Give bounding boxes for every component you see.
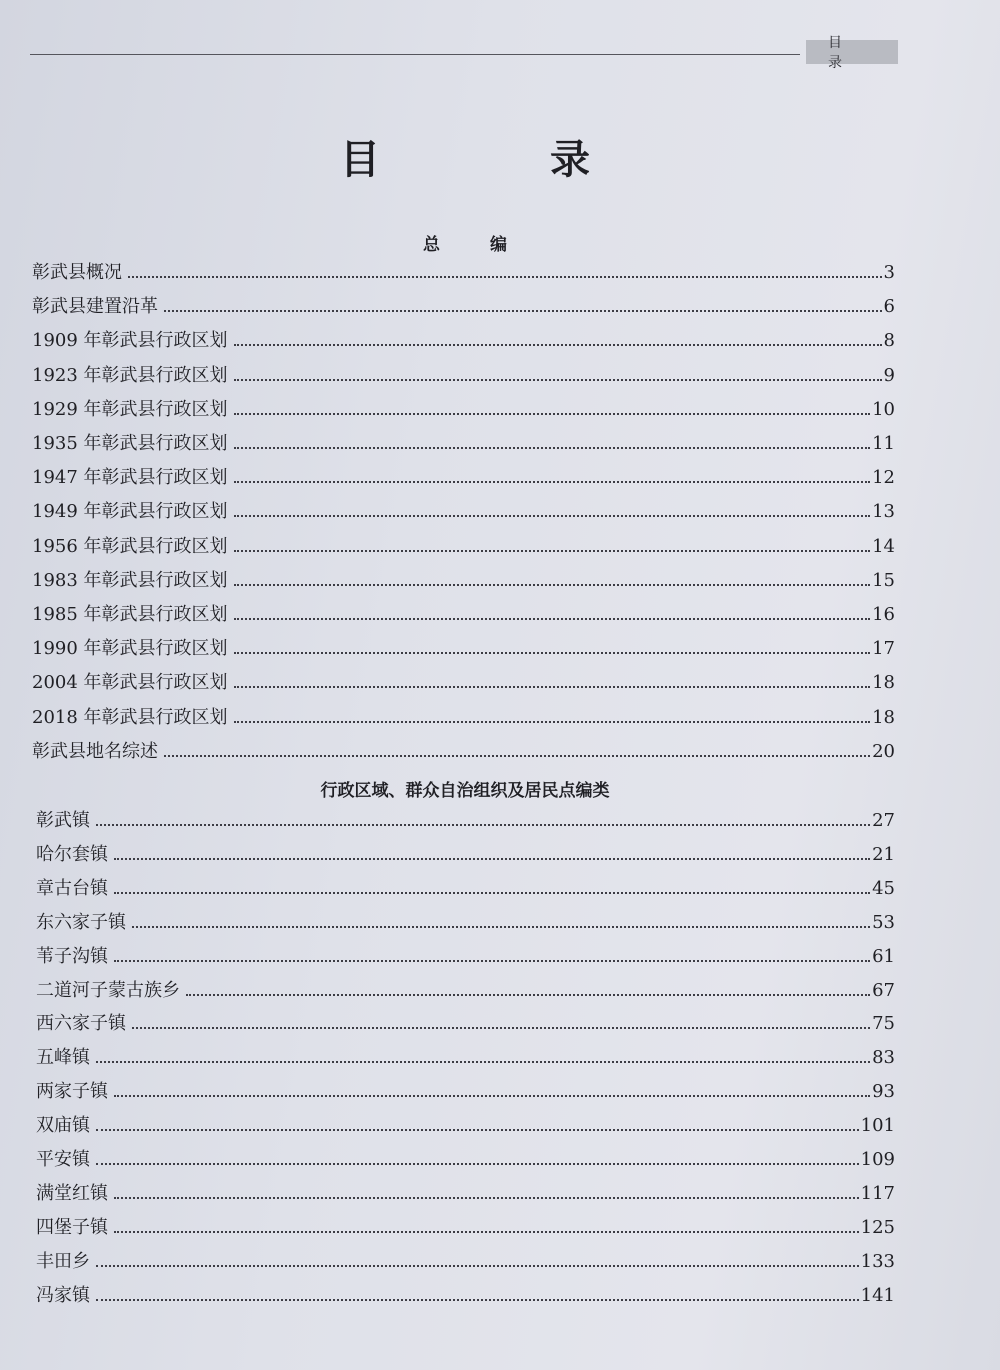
toc-entry-label: 二道河子蒙古族乡 [36, 979, 180, 1001]
toc-leader-dots [164, 310, 882, 312]
toc-entry [32, 363, 895, 389]
toc-leader-dots [234, 721, 871, 723]
toc-entry [36, 944, 895, 970]
toc-leader-dots [114, 1095, 870, 1097]
toc-leader-dots [234, 447, 871, 449]
toc-entry-page-number: 13 [872, 501, 895, 523]
toc-entry [36, 978, 895, 1004]
toc-entry-label: 1985 年彰武县行政区划 [32, 604, 228, 625]
toc-entry-label: 四堡子镇 [36, 1216, 108, 1238]
toc-entry [36, 1011, 895, 1037]
toc-entry-page-number: 27 [872, 810, 895, 831]
toc-entry-page-number: 133 [860, 1250, 895, 1272]
toc-entry-page-number: 12 [872, 467, 895, 489]
toc-leader-dots [114, 1197, 859, 1199]
toc-entry [32, 602, 895, 628]
toc-entry [36, 1113, 895, 1139]
toc-leader-dots [96, 1061, 870, 1063]
toc-entry-label: 西六家子镇 [36, 1013, 126, 1035]
toc-leader-dots [234, 686, 871, 688]
toc-entry [36, 1181, 895, 1207]
toc-entry-label: 彰武镇 [36, 810, 90, 831]
toc-entry [36, 1147, 895, 1173]
toc-leader-dots [132, 926, 870, 928]
toc-leader-dots [96, 1299, 859, 1301]
toc-entry [36, 1283, 895, 1309]
toc-entry-label: 1923 年彰武县行政区划 [32, 364, 228, 386]
toc-entry-page-number: 14 [872, 535, 895, 557]
toc-entry-page-number: 9 [883, 364, 895, 386]
toc-leader-dots [164, 755, 870, 757]
toc-entry-page-number: 21 [872, 843, 895, 865]
section-heading-administrative: 行政区域、群众自治组织及居民点编类 [320, 781, 610, 801]
toc-entry-page-number: 10 [872, 398, 895, 420]
toc-entry-page-number: 141 [860, 1284, 895, 1306]
toc-leader-dots [234, 379, 882, 381]
toc-entry-page-number: 45 [872, 877, 895, 899]
toc-entry [32, 431, 895, 457]
toc-entry [36, 876, 895, 902]
toc-entry-label: 1947 年彰武县行政区划 [32, 467, 228, 489]
toc-leader-dots [234, 481, 871, 483]
toc-entry-page-number: 101 [860, 1115, 895, 1137]
toc-entry-label: 2018 年彰武县行政区划 [32, 706, 228, 728]
toc-leader-dots [96, 1163, 859, 1165]
toc-entry [32, 705, 895, 731]
toc-entry [32, 294, 895, 320]
toc-entry-page-number: 93 [872, 1081, 895, 1103]
toc-entry-label: 双庙镇 [36, 1115, 90, 1137]
toc-entry-page-number: 20 [872, 740, 895, 762]
toc-entry [32, 260, 895, 286]
section-heading-general: 总 编 [423, 235, 529, 255]
toc-leader-dots [234, 515, 871, 517]
toc-entry-page-number: 16 [872, 604, 895, 625]
toc-entry [36, 1215, 895, 1241]
toc-leader-dots [186, 994, 870, 996]
toc-entry-label: 哈尔套镇 [36, 843, 108, 865]
toc-leader-dots [114, 858, 870, 860]
toc-entry-label: 东六家子镇 [36, 911, 126, 933]
toc-entry-page-number: 67 [872, 979, 895, 1001]
toc-entry [32, 636, 895, 662]
toc-entry-page-number: 3 [883, 262, 895, 283]
toc-entry-label: 1929 年彰武县行政区划 [32, 398, 228, 420]
toc-leader-dots [114, 960, 870, 962]
toc-entry-label: 苇子沟镇 [36, 945, 108, 967]
toc-entry-label: 1956 年彰武县行政区划 [32, 535, 228, 557]
toc-entry-label: 2004 年彰武县行政区划 [32, 672, 228, 694]
toc-entry-page-number: 15 [872, 569, 895, 591]
toc-entry [32, 397, 895, 423]
toc-entry-label: 两家子镇 [36, 1081, 108, 1103]
toc-entry-page-number: 53 [872, 911, 895, 933]
toc-entry-page-number: 83 [872, 1047, 895, 1069]
toc-entry [32, 568, 895, 594]
toc-entry-label: 彰武县地名综述 [32, 740, 158, 762]
toc-entry [32, 499, 895, 525]
toc-entry-label: 平安镇 [36, 1149, 90, 1170]
toc-entry [36, 808, 895, 834]
toc-entry-page-number: 125 [860, 1216, 895, 1238]
toc-leader-dots [234, 652, 871, 654]
toc-entry-label: 冯家镇 [36, 1284, 90, 1306]
toc-leader-dots [114, 1231, 859, 1233]
toc-entry-label: 丰田乡 [36, 1250, 90, 1272]
toc-entry [36, 1045, 895, 1071]
toc-entry-label: 1990 年彰武县行政区划 [32, 638, 228, 660]
toc-entry [32, 534, 895, 560]
toc-leader-dots [234, 584, 871, 586]
toc-entry [36, 910, 895, 936]
toc-entry-page-number: 61 [872, 945, 895, 967]
page-title: 目 录 [340, 136, 668, 183]
toc-leader-dots [96, 1265, 859, 1267]
toc-entry-label: 1983 年彰武县行政区划 [32, 569, 228, 591]
toc-entry [32, 328, 895, 354]
toc-leader-dots [234, 413, 871, 415]
toc-entry-page-number: 117 [860, 1182, 895, 1204]
toc-entry-page-number: 11 [872, 433, 895, 454]
toc-leader-dots [128, 276, 882, 278]
toc-leader-dots [234, 344, 882, 346]
toc-entry [32, 739, 895, 765]
toc-entry-page-number: 18 [872, 672, 895, 694]
toc-leader-dots [114, 892, 870, 894]
toc-entry [36, 1079, 895, 1105]
toc-entry-label: 1909 年彰武县行政区划 [32, 330, 228, 352]
toc-entry-page-number: 17 [872, 638, 895, 660]
toc-leader-dots [96, 824, 870, 826]
toc-entry-label: 1935 年彰武县行政区划 [32, 433, 228, 454]
toc-entry-label: 彰武县概况 [32, 262, 122, 283]
toc-entry-label: 章古台镇 [36, 877, 108, 899]
toc-leader-dots [132, 1027, 870, 1029]
toc-entry-page-number: 8 [883, 330, 895, 352]
toc-entry-label: 五峰镇 [36, 1047, 90, 1069]
toc-leader-dots [234, 550, 871, 552]
toc-leader-dots [234, 618, 871, 620]
toc-entry [32, 670, 895, 696]
toc-entry-label: 1949 年彰武县行政区划 [32, 501, 228, 523]
running-header-label: 目 录 [828, 35, 864, 71]
toc-entry [32, 465, 895, 491]
toc-entry-page-number: 18 [872, 706, 895, 728]
toc-leader-dots [96, 1129, 859, 1131]
toc-entry-label: 满堂红镇 [36, 1182, 108, 1204]
toc-entry-label: 彰武县建置沿革 [32, 296, 158, 318]
toc-entry [36, 1249, 895, 1275]
toc-entry [36, 842, 895, 868]
toc-entry-page-number: 75 [872, 1013, 895, 1035]
toc-entry-page-number: 109 [860, 1149, 895, 1170]
toc-entry-page-number: 6 [883, 296, 895, 318]
